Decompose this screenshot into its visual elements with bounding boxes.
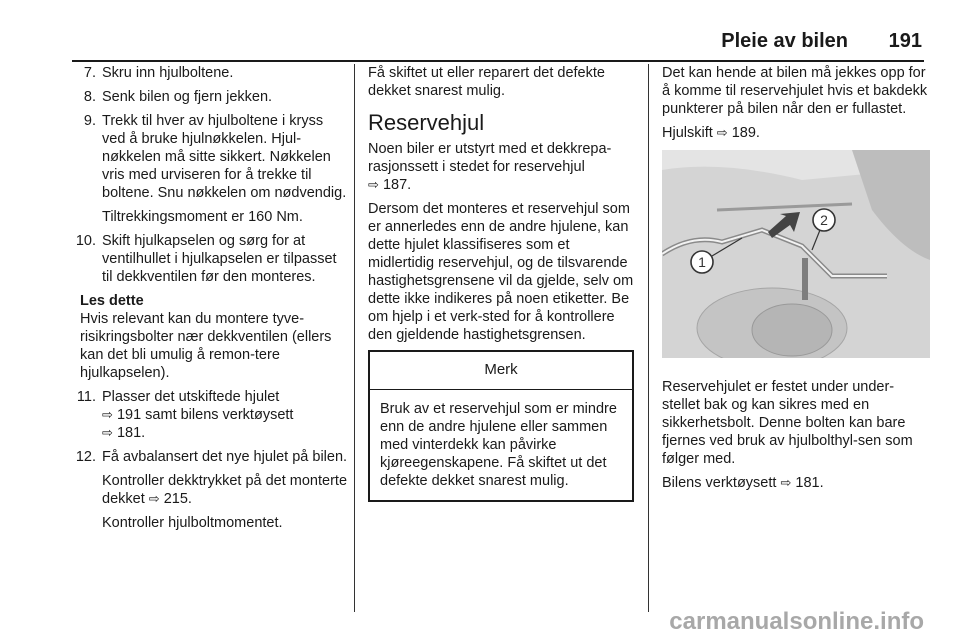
step-11: 11. Plasser det utskiftede hjulet ⇨ 191 samt bilens verktøysett ⇨ 181.	[76, 389, 294, 441]
step-10: 10. Skift hjulkapselen og sørg for at ventilhullet i hjulkapselen er tilpasset til dekkventilen før den monteres.	[75, 233, 337, 285]
callout-1: 1	[698, 254, 706, 270]
column-divider-1	[354, 64, 355, 612]
column-3	[662, 64, 930, 498]
merk-box	[368, 350, 634, 502]
step-12: 12. Få avbalansert det nye hjulet på bilen. Kontroller dekktrykket på det monterte dekket ⇨ 215. Kontroller hjulboltmomentet.	[75, 449, 348, 531]
page-title: Pleie av bilen	[721, 30, 848, 52]
paragraph-3-3: Reservehjulet er festet under under-stellet bak og kan sikres med en sikkerhetsbolt. Denne bolten kan bare fjernes ved bruk av hjulbolthyl-sen som følger med.	[662, 379, 913, 467]
page-header	[0, 28, 960, 54]
merk-text: Bruk av et reservehjul som er mindre enn de andre hjulene eller sammen med vinterdekk kan påvirke kjøreegenskapene. Få skiftet ut det defekte dekket snarest mulig.	[380, 401, 617, 489]
arrow-ref-icon: ⇨	[368, 177, 379, 192]
arrow-ref-icon: ⇨	[716, 125, 728, 140]
paragraph-1: Noen biler er utstyrt med et dekkrepa-rasjonssett i stedet for reservehjul ⇨ 187.	[368, 141, 612, 193]
steps-list	[72, 64, 348, 286]
header-rule	[72, 60, 924, 62]
step-7: 7. Skru inn hjulboltene.	[83, 65, 234, 81]
intro-text: Få skiftet ut eller reparert det defekte dekket snarest mulig.	[368, 65, 605, 99]
page-number: 191	[888, 30, 922, 52]
spare-wheel-illustration	[662, 150, 930, 358]
watermark: carmanualsonline.info	[669, 608, 924, 635]
callout-2: 2	[820, 212, 828, 228]
step-12-sub1: Kontroller dekktrykket på det monterte dekket ⇨ 215.	[102, 473, 348, 507]
column-2	[368, 64, 634, 502]
arrow-ref-icon: ⇨	[102, 425, 113, 440]
step-9-torque: Tiltrekkingsmoment er 160 Nm.	[102, 209, 303, 225]
note-box	[80, 292, 348, 382]
column-1	[72, 64, 348, 538]
arrow-ref-icon: ⇨	[780, 475, 792, 490]
note-title: Les dette	[80, 293, 144, 309]
arrow-ref-icon: ⇨	[148, 491, 160, 506]
step-12-sub2: Kontroller hjulboltmomentet.	[102, 515, 283, 531]
step-8: 8. Senk bilen og fjern jekken.	[83, 89, 273, 105]
note-text: Hvis relevant kan du montere tyve-risikringsbolter nær dekkventilen (ellers kan det bli umulig å remon-tere hjulkapselen).	[80, 311, 332, 381]
arrow-ref-icon: ⇨	[102, 407, 113, 422]
spare-wheel-drawing	[662, 150, 930, 358]
step-9: 9. Trekk til hver av hjulboltene i kryss ved å bruke hjulnøkkelen. Hjul-nøkkelen må sitte sikkert. Nøkkelen vris med urviseren for å trekke til boltene. Snu nøkkelen om nødvendig. Tiltrekkingsmoment er 160 Nm.	[83, 113, 347, 225]
paragraph-3-2: Hjulskift ⇨ 189.	[662, 125, 760, 141]
paragraph-3-4: Bilens verktøysett ⇨ 181.	[662, 475, 824, 491]
section-heading: Reservehjul	[368, 110, 485, 135]
paragraph-2: Dersom det monteres et reservehjul som er annerledes enn de andre hjulene, kan dette hjulet klassifiseres som et midlertidig reservehjul, og de tilsvarende hastighetsgrensene vil da gjelde, selv om dette ikke indikeres på noen etiketter. Be om hjelp i et verk-sted for å kontrollere den gjeldende hastighetsgrensen.	[368, 201, 634, 343]
steps-list-2	[72, 388, 348, 532]
merk-title: Merk	[370, 352, 632, 390]
column-divider-2	[648, 64, 649, 612]
paragraph-3-1: Det kan hende at bilen må jekkes opp for å komme til reservehjulet hvis et bakdekk punkterer på bilen når den er fullastet.	[662, 65, 928, 117]
